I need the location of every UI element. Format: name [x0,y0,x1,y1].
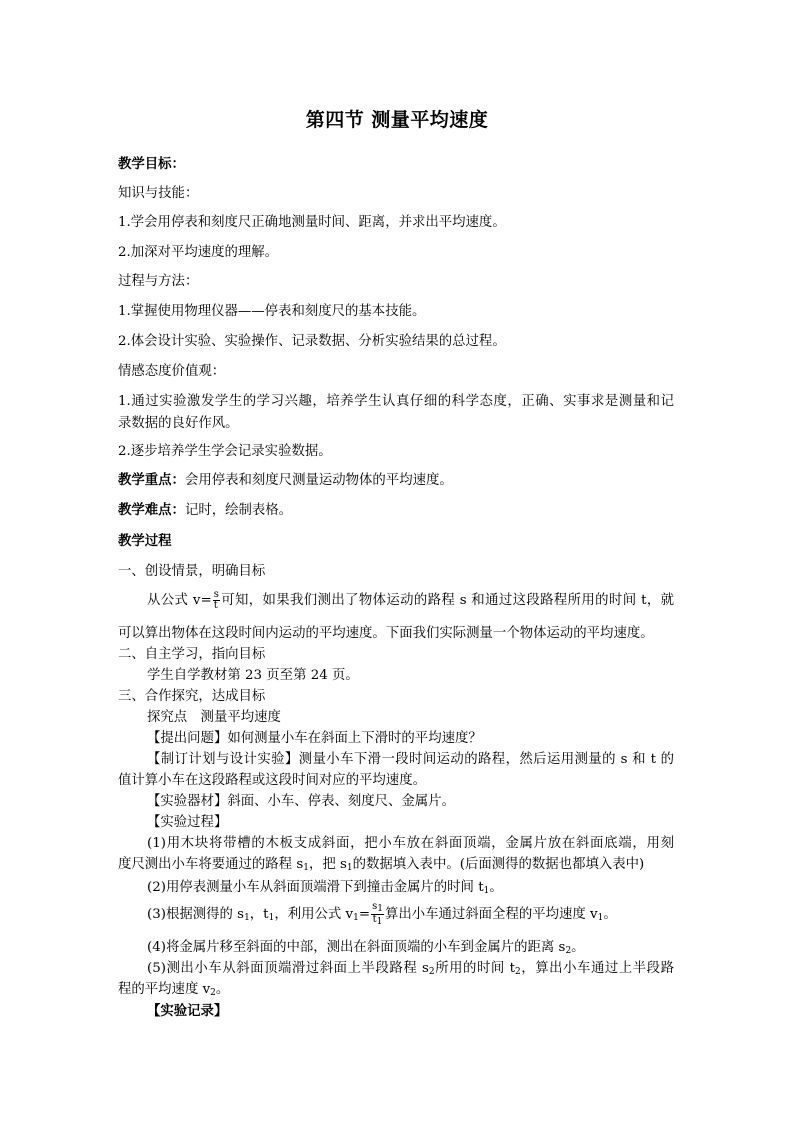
section-1-para-line-1: 从公式 v= $\frac{s}{t}$ 可知，如果我们测出了物体运动的路程 s 和通过这段路程所用的时间 t，就 [147,589,674,611]
emotion-item-1-line-2: 录数据的良好作风。 [118,416,239,431]
section-2-para: 学生自学教材第 23 页至第 24 页。 [147,668,359,683]
difficulty-text: 记时，绘制表格。 [184,503,293,518]
step-3: (3)根据测得的 $s_1$，$t_1$，利用公式 $v_1=$ $\frac{s_1}{t_1}$ 算出小车通过斜面全程的平均速度 $v_1$。 [147,901,617,927]
step-4: (4)将金属片移至斜面的中部，测出在斜面顶端的小车到金属片的距离 $s_2$。 [147,940,585,956]
section-1-heading: 一、创设情景，明确目标 [118,564,266,579]
key-point-label: 教学重点： [118,472,185,488]
step-5-line-1: (5)测出小车从斜面顶端滑过斜面上半段路程 $s_2$所用的时间 $t_2$，算出小车通过上半段路 [147,961,674,977]
equipment-line: 【实验器材】斜面、小车、停表、刻度尺、金属片。 [147,794,455,809]
record-label: 【实验记录】 [147,1003,228,1019]
key-point-text: 会用停表和刻度尺测量运动物体的平均速度。 [184,473,453,488]
emotion-heading: 情感态度价值观： [118,364,226,379]
question-label: 【提出问题】 [147,731,228,746]
section-1-para-line-2: 可以算出物体在这段时间内运动的平均速度。下面我们实际测量一个物体运动的平均速度。 [118,626,654,641]
question-line: 【提出问题】如何测量小车在斜面上下滑时的平均速度？ [147,731,482,746]
emotion-item-1-line-1: 1.通过实验激发学生的学习兴趣，培养学生认真仔细的科学态度，正确、实事求是测量和记 [118,394,674,409]
section-3-heading: 三、合作探究，达成目标 [118,689,266,704]
procedure-label: 【实验过程】 [147,815,228,830]
step-1-line-2: 度尺测出小车将要通过的路程 $s_1$，把 $s_1$的数据填入表中。(后面测得的数据也都填入表中) [118,857,645,873]
emotion-item-2: 2.逐步培养学生学会记录实验数据。 [118,444,332,459]
difficulty-label: 教学难点： [118,502,185,518]
process-item-1: 1.掌握使用物理仪器——停表和刻度尺的基本技能。 [118,304,426,319]
section-2-heading: 二、自主学习，指向目标 [118,647,266,662]
plan-line-2: 值计算小车在这段路程或这段时间对应的平均速度。 [118,773,426,788]
goals-heading: 教学目标： [118,156,185,172]
key-point [118,469,453,488]
plan-line-1: 【制订计划与设计实验】测量小车下滑一段时间运动的路程，然后运用测量的 s 和 t 的 [147,752,675,767]
difficulty [118,499,292,518]
average-velocity-fraction: $\frac{s_1}{t_1}$ [372,901,383,927]
step-5-line-2: 程的平均速度 $v_2$。 [118,982,230,998]
knowledge-item-2: 2.加深对平均速度的理解。 [118,245,279,260]
knowledge-heading: 知识与技能： [118,186,199,201]
step-2: (2)用停表测量小车从斜面顶端滑下到撞击金属片的时间 $t_1$。 [147,880,503,896]
process-item-2: 2.体会设计实验、实验操作、记录数据、分析实验结果的总过程。 [118,334,506,349]
knowledge-item-1: 1.学会用停表和刻度尺正确地测量时间、距离，并求出平均速度。 [118,215,506,230]
process-title: 教学过程 [118,533,172,549]
step-1-line-1: (1)用木块将带槽的木板支成斜面，把小车放在斜面顶端，金属片放在斜面底端，用刻 [147,836,674,851]
explore-point: 探究点 测量平均速度 [147,710,281,725]
equipment-label: 【实验器材】 [147,794,228,809]
velocity-formula-fraction: $\frac{s}{t}$ [213,589,219,611]
page-title: 第四节 测量平均速度 [305,109,489,131]
process-heading: 过程与方法： [118,274,199,289]
plan-label: 【制订计划与设计实验】 [147,752,299,767]
